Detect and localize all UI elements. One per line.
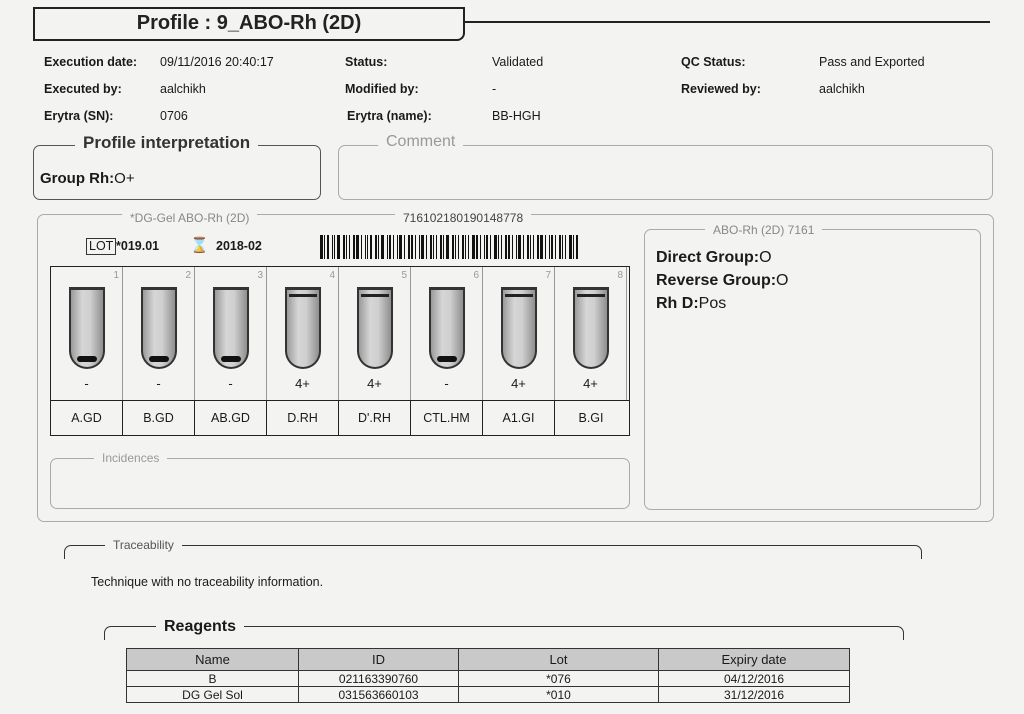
table-header-row <box>127 649 850 671</box>
well-label: D.RH <box>267 401 339 435</box>
barcode-bar <box>452 235 454 259</box>
table-cell: 031563660103 <box>299 687 459 703</box>
cell-pellet <box>437 356 457 362</box>
gel-well-3 <box>195 267 267 400</box>
barcode-bar <box>446 235 449 259</box>
barcode-bar <box>555 235 556 259</box>
modified-by-label: Modified by: <box>345 82 419 96</box>
barcode-number: 716102180190148778 <box>395 211 531 225</box>
barcode-bar <box>505 235 507 259</box>
group-rh-result <box>40 170 135 187</box>
barcode-bar <box>458 235 459 259</box>
barcode-bar <box>404 235 405 259</box>
barcode-bar <box>361 235 362 259</box>
profile-interpretation-legend: Profile interpretation <box>75 133 258 153</box>
table-cell: *010 <box>459 687 659 703</box>
well-number: 8 <box>617 270 623 281</box>
barcode-image <box>320 235 582 259</box>
barcode-bar <box>527 235 529 259</box>
table-row <box>127 687 850 703</box>
barcode-bar <box>415 235 416 259</box>
barcode-bar <box>365 235 366 259</box>
well-label: B.GD <box>123 401 195 435</box>
executed-by-value: aalchikh <box>160 82 206 96</box>
barcode-bar <box>381 235 384 259</box>
erytra-name-label: Erytra (name): <box>347 109 432 123</box>
qc-status-label: QC Status: <box>681 55 746 69</box>
card-name-legend: *DG-Gel ABO-Rh (2D) <box>122 211 257 225</box>
barcode-bar <box>411 235 413 259</box>
reviewed-by-value: aalchikh <box>819 82 865 96</box>
status-value: Validated <box>492 55 544 69</box>
gel-tube <box>357 287 393 369</box>
barcode-bar <box>494 235 497 259</box>
executed-by-label: Executed by: <box>44 82 122 96</box>
barcode-bar <box>455 235 456 259</box>
barcode-bar <box>562 235 563 259</box>
gel-well-4 <box>267 267 339 400</box>
table-cell: 021163390760 <box>299 671 459 687</box>
incidences-legend: Incidences <box>94 451 167 465</box>
barcode-bar <box>408 235 410 259</box>
profile-title-box <box>33 7 465 41</box>
barcode-bar <box>378 235 379 259</box>
hourglass-icon: ⌛ <box>190 237 209 254</box>
expiry-value: 2018-02 <box>216 239 262 253</box>
gel-well-2 <box>123 267 195 400</box>
barcode-bar <box>337 235 340 259</box>
table-row <box>127 671 850 687</box>
well-label: A.GD <box>51 401 123 435</box>
table-cell: DG Gel Sol <box>127 687 299 703</box>
barcode-bar <box>533 235 534 259</box>
agglutination-band <box>505 294 533 297</box>
direct-group-result <box>656 249 772 267</box>
execution-date-value: 09/11/2016 20:40:17 <box>160 55 274 69</box>
reviewed-by-label: Reviewed by: <box>681 82 761 96</box>
gel-well-5 <box>339 267 411 400</box>
well-number: 4 <box>329 270 335 281</box>
well-result: 4+ <box>295 376 310 391</box>
reverse-group-value: O <box>776 272 789 289</box>
well-result: - <box>228 376 233 391</box>
gel-tube <box>69 287 105 369</box>
barcode-bar <box>545 235 546 259</box>
rhd-value: Pos <box>698 295 727 312</box>
comment-panel <box>338 145 993 200</box>
barcode-bar <box>430 235 432 259</box>
barcode-bar <box>433 235 434 259</box>
table-cell: 31/12/2016 <box>659 687 850 703</box>
well-label: A1.GI <box>483 401 555 435</box>
barcode-bar <box>324 235 325 259</box>
barcode-bar <box>559 235 561 259</box>
status-label: Status: <box>345 55 388 69</box>
direct-group-value: O <box>759 249 772 266</box>
reagents-table <box>126 648 850 703</box>
modified-by-value: - <box>492 82 497 96</box>
table-cell: B <box>127 671 299 687</box>
abo-rh-legend: ABO-Rh (2D) 7161 <box>705 223 822 237</box>
barcode-bar <box>462 235 464 259</box>
barcode-bar <box>419 235 420 259</box>
agglutination-band <box>289 294 317 297</box>
gel-well-8 <box>555 267 627 400</box>
gel-tube <box>213 287 249 369</box>
traceability-panel <box>64 545 922 559</box>
qc-status-value: Pass and Exported <box>819 55 925 69</box>
page-title: Profile : 9_ABO-Rh (2D) <box>136 12 362 34</box>
barcode-bar <box>468 235 469 259</box>
barcode-bar <box>346 235 347 259</box>
barcode-bar <box>332 235 333 259</box>
barcode-bar <box>573 235 574 259</box>
barcode-bar <box>443 235 444 259</box>
well-result: 4+ <box>511 376 526 391</box>
column-header: Expiry date <box>659 649 850 671</box>
cell-pellet <box>77 356 97 362</box>
barcode-bar <box>440 235 442 259</box>
erytra-name-value: BB-HGH <box>492 109 541 123</box>
erytra-sn-value: 0706 <box>160 109 188 123</box>
gel-tube <box>141 287 177 369</box>
barcode-bar <box>565 235 566 259</box>
barcode-bar <box>353 235 355 259</box>
gel-tube <box>429 287 465 369</box>
well-number: 5 <box>401 270 407 281</box>
barcode-bar <box>518 235 521 259</box>
agglutination-band <box>361 294 389 297</box>
well-label: AB.GD <box>195 401 267 435</box>
well-result: 4+ <box>583 376 598 391</box>
barcode-bar <box>426 235 427 259</box>
barcode-bar <box>480 235 481 259</box>
group-rh-label: Group Rh: <box>40 170 115 187</box>
barcode-bar <box>389 235 391 259</box>
barcode-bar <box>523 235 524 259</box>
barcode-bar <box>551 235 553 259</box>
well-number: 7 <box>545 270 551 281</box>
barcode-bar <box>501 235 502 259</box>
barcode-bar <box>486 235 488 259</box>
rhd-label: Rh D: <box>656 295 699 312</box>
well-number: 6 <box>473 270 479 281</box>
traceability-text: Technique with no traceability information. <box>91 575 324 589</box>
table-cell: 04/12/2016 <box>659 671 850 687</box>
direct-group-label: Direct Group: <box>656 249 760 266</box>
reverse-group-label: Reverse Group: <box>656 272 777 289</box>
barcode-bar <box>472 235 475 259</box>
barcode-bar <box>399 235 402 259</box>
column-header: Name <box>127 649 299 671</box>
well-label: B.GI <box>578 411 604 425</box>
gel-well-7 <box>483 267 555 400</box>
barcode-bar <box>549 235 550 259</box>
barcode-bar <box>367 235 368 259</box>
well-result: 4+ <box>367 376 382 391</box>
comment-legend: Comment <box>378 133 463 151</box>
barcode-bar <box>327 235 329 259</box>
barcode-bar <box>465 235 466 259</box>
gel-tube <box>573 287 609 369</box>
well-result: - <box>84 376 89 391</box>
barcode-bar <box>356 235 359 259</box>
barcode-bar <box>393 235 394 259</box>
barcode-bar <box>512 235 513 259</box>
title-rule <box>465 21 990 23</box>
gel-well-1 <box>51 267 123 400</box>
barcode-bar <box>436 235 437 259</box>
cell-pellet <box>221 356 241 362</box>
barcode-bar <box>375 235 377 259</box>
well-label: D'.RH <box>339 401 411 435</box>
barcode-bar <box>540 235 543 259</box>
barcode-bar <box>508 235 510 259</box>
barcode-bar <box>576 235 578 259</box>
gel-tube <box>285 287 321 369</box>
agglutination-band <box>577 294 605 297</box>
rhd-result <box>656 295 726 313</box>
barcode-bar <box>476 235 478 259</box>
barcode-bar <box>320 235 323 259</box>
barcode-bar <box>516 235 517 259</box>
gel-well-6 <box>411 267 483 400</box>
barcode-bar <box>387 235 388 259</box>
well-number: 3 <box>257 270 263 281</box>
table-cell: *076 <box>459 671 659 687</box>
well-label: CTL.HM <box>411 401 483 435</box>
barcode-bar <box>530 235 531 259</box>
lot-value: *019.01 <box>116 239 160 253</box>
incidences-panel <box>50 458 630 509</box>
well-result: - <box>444 376 449 391</box>
barcode-bar <box>343 235 345 259</box>
traceability-legend: Traceability <box>105 538 182 552</box>
reagents-legend: Reagents <box>156 618 244 636</box>
column-header: ID <box>299 649 459 671</box>
well-number: 2 <box>185 270 191 281</box>
barcode-bar <box>370 235 372 259</box>
barcode-bar <box>569 235 572 259</box>
column-header: Lot <box>459 649 659 671</box>
well-number: 1 <box>113 270 119 281</box>
well-result: - <box>156 376 161 391</box>
group-rh-value: O+ <box>114 170 135 187</box>
gel-tube <box>501 287 537 369</box>
barcode-bar <box>537 235 539 259</box>
barcode-bar <box>334 235 335 259</box>
barcode-bar <box>349 235 350 259</box>
lot-tag: LOT <box>86 238 116 255</box>
barcode-bar <box>484 235 485 259</box>
execution-date-label: Execution date: <box>44 55 138 69</box>
erytra-sn-label: Erytra (SN): <box>44 109 114 123</box>
well-label-row <box>51 400 629 435</box>
reverse-group-result <box>656 272 789 290</box>
tube-grid <box>50 266 630 436</box>
barcode-bar <box>421 235 424 259</box>
barcode-bar <box>498 235 499 259</box>
barcode-bar <box>397 235 398 259</box>
barcode-bar <box>490 235 491 259</box>
cell-pellet <box>149 356 169 362</box>
